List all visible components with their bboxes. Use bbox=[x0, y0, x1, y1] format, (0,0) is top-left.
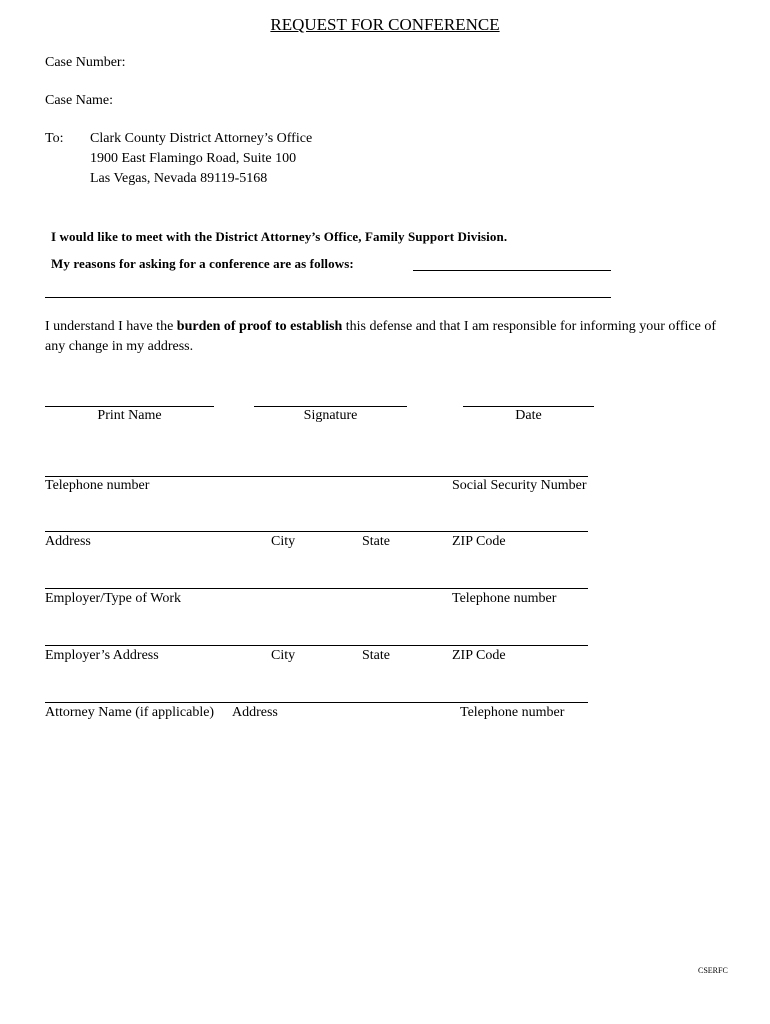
city-label: City bbox=[271, 534, 296, 549]
employer-telephone-label: Telephone number bbox=[452, 591, 557, 606]
attorney-telephone-label: Telephone number bbox=[460, 705, 565, 720]
ssn-label: Social Security Number bbox=[452, 478, 587, 493]
state-label: State bbox=[362, 534, 390, 549]
employer-field[interactable] bbox=[45, 588, 588, 589]
reasons-field-line-1[interactable] bbox=[413, 270, 611, 271]
signature-field[interactable] bbox=[254, 406, 407, 407]
employer-address-field[interactable] bbox=[45, 645, 588, 646]
address-field[interactable] bbox=[45, 531, 588, 532]
case-name-label: Case Name: bbox=[45, 93, 114, 108]
recipient-address-line-3: Las Vegas, Nevada 89119-5168 bbox=[90, 171, 268, 186]
case-number-label: Case Number: bbox=[45, 55, 126, 70]
employer-address-label: Employer’s Address bbox=[45, 648, 159, 663]
burden-of-proof-statement: I understand I have the burden of proof to establish this defense and that I am responsible for informing your office of any change in my address. bbox=[45, 319, 716, 354]
employer-zip-label: ZIP Code bbox=[452, 648, 506, 663]
zip-label: ZIP Code bbox=[452, 534, 506, 549]
reasons-label: My reasons for asking for a conference are as follows: bbox=[51, 256, 354, 271]
to-label: To: bbox=[45, 131, 64, 146]
employer-label: Employer/Type of Work bbox=[45, 591, 182, 606]
attorney-field[interactable] bbox=[45, 702, 588, 703]
telephone-ssn-field[interactable] bbox=[45, 476, 588, 477]
recipient-address-line-1: Clark County District Attorney’s Office bbox=[90, 131, 313, 146]
recipient-address-line-2: 1900 East Flamingo Road, Suite 100 bbox=[90, 151, 297, 166]
print-name-label: Print Name bbox=[97, 408, 162, 423]
address-label: Address bbox=[45, 534, 91, 549]
print-name-field[interactable] bbox=[45, 406, 214, 407]
date-field[interactable] bbox=[463, 406, 594, 407]
reasons-field-line-2[interactable] bbox=[45, 297, 611, 298]
attorney-name-label: Attorney Name (if applicable) bbox=[45, 705, 215, 720]
attorney-address-label: Address bbox=[232, 705, 278, 720]
form-code: CSERFC bbox=[698, 966, 728, 975]
date-label: Date bbox=[515, 408, 542, 423]
form-title: REQUEST FOR CONFERENCE bbox=[270, 15, 500, 34]
employer-state-label: State bbox=[362, 648, 390, 663]
signature-label: Signature bbox=[303, 408, 358, 423]
employer-city-label: City bbox=[271, 648, 296, 663]
telephone-label: Telephone number bbox=[45, 478, 150, 493]
meet-statement: I would like to meet with the District Attorney’s Office, Family Support Division. bbox=[51, 229, 508, 244]
